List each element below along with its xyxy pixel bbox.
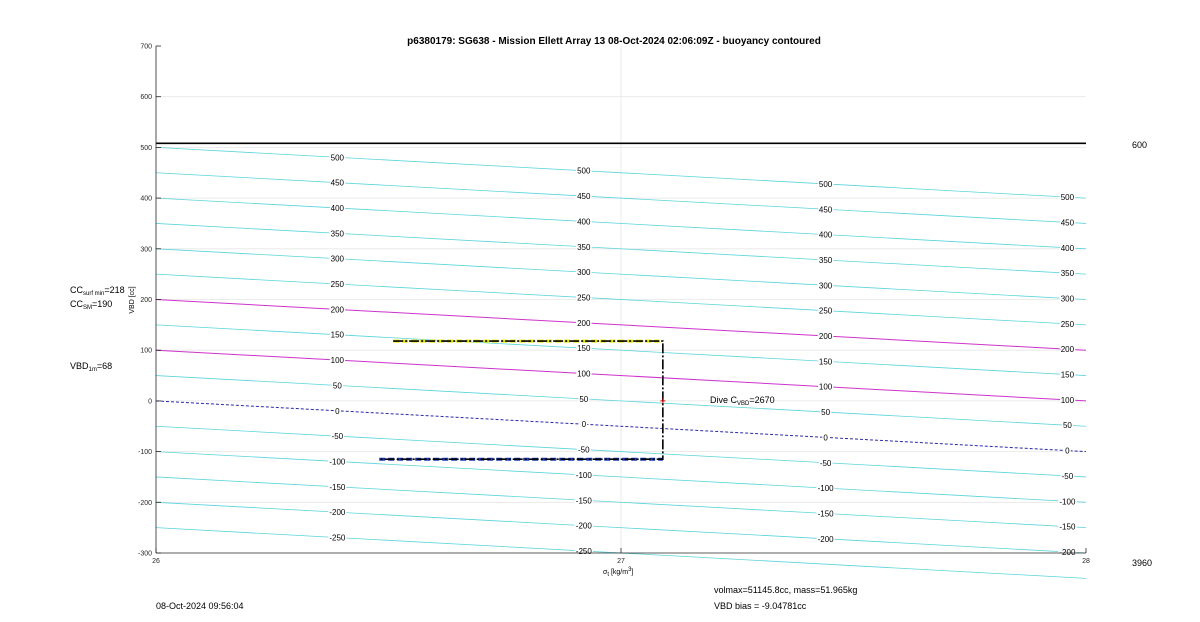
cc-surf-main: CC (70, 285, 83, 295)
vbd-1m-annotation (70, 361, 112, 371)
vbd-1m-value: =68 (96, 361, 113, 371)
contour-label: -250 (329, 533, 346, 543)
y-axis-label: VBD [cc] (129, 286, 136, 314)
chart-title: p6380179: SG638 - Mission Ellett Array 13 08-Oct-2024 02:06:09Z - buoyancy contoured (407, 36, 821, 47)
contour-label: -50 (1061, 471, 1074, 481)
y-tick-label: -100 (137, 449, 152, 457)
axis-layer (138, 44, 1090, 566)
contour-label: 350 (330, 229, 345, 239)
contour-label: 250 (818, 306, 833, 316)
contour-label: 350 (818, 255, 833, 265)
y-tick-label: 0 (148, 398, 152, 406)
volmax-text: volmax=51145.8cc, mass=51.965kg (714, 585, 858, 595)
contour-label: 100 (1060, 395, 1075, 405)
dive-c-vbd-annotation (710, 395, 775, 405)
cc-sm-sub: SM (83, 305, 92, 311)
vbd-1m-main: VBD (70, 361, 89, 371)
x-axis-label-unit: [kg/m (609, 569, 629, 576)
y-tick-label: 200 (140, 297, 152, 304)
contour-label: 500 (1060, 193, 1075, 203)
contour-label: 500 (818, 179, 833, 189)
cc-surf-min-annotation (70, 285, 125, 295)
cc-surf-sub: surf min (83, 291, 105, 297)
contour-label: 250 (330, 280, 345, 290)
contour-label: 150 (577, 344, 591, 354)
contour-label: 150 (330, 330, 345, 340)
x-axis-label-symbol: σ (603, 569, 608, 576)
contour-label: 200 (577, 318, 591, 328)
contour-label: 50 (332, 381, 342, 391)
contour-label: -150 (817, 509, 834, 519)
contour-label: 500 (577, 166, 591, 176)
dive-c-sub: VBD (737, 401, 750, 407)
contour-label: 200 (330, 305, 345, 315)
contour-label: 0 (335, 406, 340, 416)
contour-label: -50 (331, 432, 344, 442)
contour-label: 350 (1060, 269, 1075, 279)
contour-label: 0 (1065, 446, 1070, 456)
x-axis-label-sub: t (607, 572, 609, 578)
cc-surf-value: =218 (104, 285, 125, 295)
cc-sm-value: =190 (92, 299, 113, 309)
contour-label: 150 (818, 357, 833, 367)
x-axis-label-sup: 3 (628, 567, 632, 573)
contour-label: 0 (581, 420, 587, 430)
contour-label: 100 (330, 356, 345, 366)
contour-label: 350 (577, 242, 591, 252)
contour-label: 400 (577, 217, 591, 227)
contour-label: 50 (1062, 421, 1072, 431)
right-bottom-value: 3960 (1132, 558, 1153, 568)
contour-label: 100 (577, 369, 591, 379)
contour-label: -150 (329, 482, 346, 492)
contour-label: 200 (1060, 345, 1075, 355)
y-tick-label: 100 (140, 347, 152, 355)
contour-label: -200 (329, 508, 346, 518)
x-tick-label: 26 (152, 558, 160, 565)
contour-label: -150 (1059, 522, 1076, 532)
vbd-1m-sub: 1m (88, 367, 97, 373)
dive-path (379, 341, 663, 459)
contour-label: 400 (1060, 243, 1075, 253)
timestamp-text: 08-Oct-2024 09:56:04 (156, 601, 244, 611)
dive-c-value: =2670 (749, 395, 775, 405)
y-tick-label: -300 (137, 550, 152, 558)
contour-label: 450 (577, 192, 591, 202)
y-tick-label: -200 (137, 499, 152, 507)
contour-label: -100 (329, 457, 346, 467)
contour-label: -50 (819, 458, 832, 468)
x-tick-label: 27 (617, 558, 625, 565)
contour-label: 0 (823, 433, 828, 443)
y-tick-label: 300 (140, 246, 152, 254)
contour-label: -100 (575, 470, 592, 480)
contour-label: 300 (330, 254, 345, 264)
contour-label: -200 (1059, 547, 1076, 557)
cc-sm-main: CC (70, 299, 83, 309)
contour-label: -100 (1059, 497, 1076, 507)
y-tick-label: 600 (140, 94, 152, 102)
contour-label: 50 (579, 394, 589, 404)
x-axis-label (603, 569, 633, 576)
contour-label: -150 (575, 496, 592, 506)
y-tick-label: 400 (140, 195, 152, 203)
contour-label: 250 (1060, 319, 1075, 329)
cc-sm-annotation (70, 299, 112, 309)
contour-label: 250 (577, 293, 591, 303)
contour-label: -50 (578, 445, 590, 455)
contour-label: 200 (818, 332, 833, 342)
contour-label: -250 (575, 546, 592, 556)
contour-label: -200 (817, 534, 834, 544)
x-axis-label-tail: ] (631, 569, 634, 576)
contour-label: 50 (821, 408, 831, 418)
contour-label: -100 (817, 484, 834, 494)
contour-label: 300 (577, 268, 591, 278)
contour-label: -200 (575, 521, 592, 531)
y-tick-label: 700 (140, 43, 152, 51)
contour-label: 400 (818, 230, 833, 240)
contour-label: 300 (1060, 294, 1075, 304)
dive-c-main: Dive C (710, 395, 738, 405)
y-tick-label: 500 (140, 144, 152, 152)
contour-label: 100 (818, 382, 833, 392)
contour-label: 450 (818, 205, 833, 215)
contour-label: 300 (818, 281, 833, 291)
right-top-value: 600 (1132, 140, 1148, 150)
contour-label: 400 (330, 203, 345, 213)
vbd-bias-text: VBD bias = -9.04781cc (714, 601, 807, 611)
contour-label: 450 (1060, 218, 1075, 228)
contour-label: 500 (330, 153, 345, 163)
contour-label: 450 (330, 178, 345, 188)
x-tick-label: 28 (1082, 558, 1090, 565)
contour-label: 150 (1060, 370, 1075, 380)
